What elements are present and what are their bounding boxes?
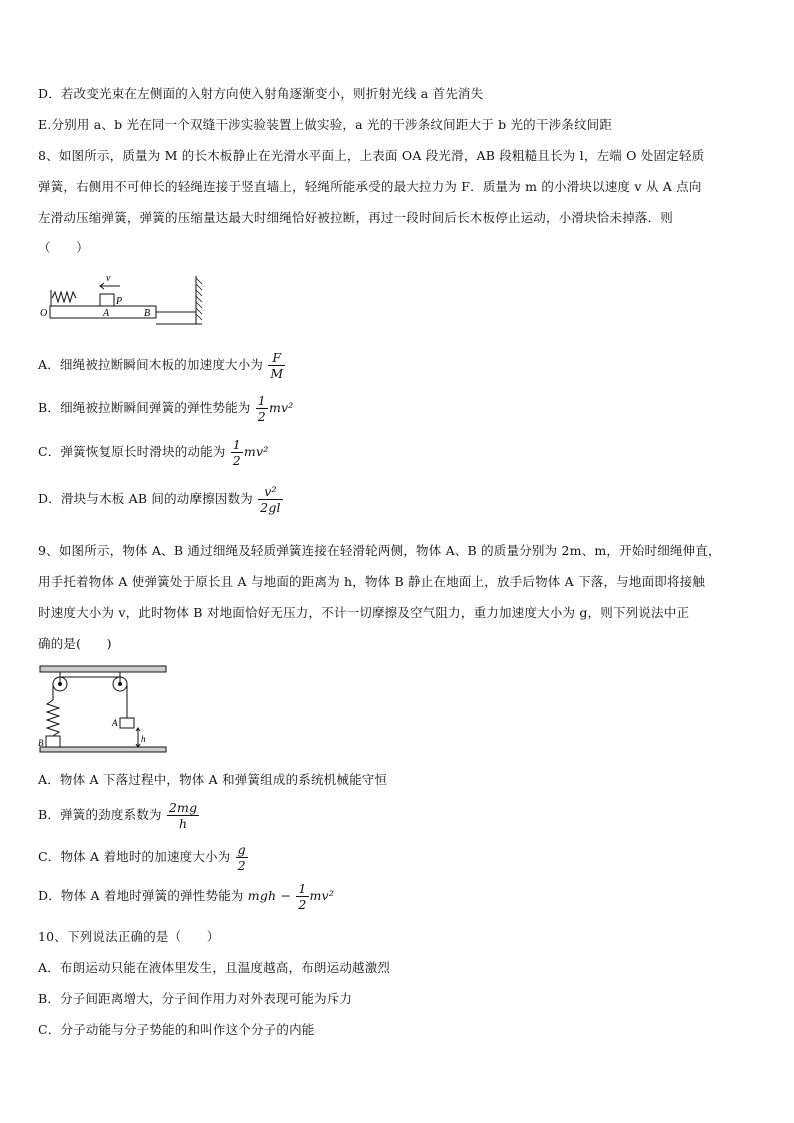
q10-option-a: A．布朗运动只能在液体里发生，且温度越高，布朗运动越激烈: [38, 960, 391, 975]
q9-b-fraction: $\frac{2mg}{h}$: [168, 800, 198, 831]
q9-ground: [40, 747, 166, 752]
q8-b-fraction: $\frac{1}{2}$: [257, 393, 266, 424]
q8-option-c: C．弹簧恢复原长时滑块的动能为 $\frac{1}{2}$ mv²: [38, 437, 269, 468]
q8-stem-line-3: 左滑动压缩弹簧，弹簧的压缩量达最大时细绳恰好被拉断，再过一段时间后长木板停止运动，小滑块恰未掉落．则: [38, 210, 674, 225]
q9-c-fraction: $\frac{g}{2}$: [237, 842, 246, 873]
q8-label-b: B: [144, 308, 151, 319]
q10-option-b: B．分子间距离增大，分子间作用力对外表现可能为斥力: [38, 991, 353, 1006]
q9-option-a: A．物体 A 下落过程中，物体 A 和弹簧组成的系统机械能守恒: [38, 772, 388, 787]
q9-d-fraction: $\frac{1}{2}$: [298, 881, 307, 912]
q9-label-h: h: [141, 734, 146, 744]
q8-answer-blank: （ ）: [38, 240, 89, 255]
q8-label-o: O: [40, 308, 48, 319]
q8-stem-line-2: 弹簧，右侧用不可伸长的轻绳连接于竖直墙上，轻绳所能承受的最大拉力为 F．质量为 m 的小滑块以速度 v 从 A 点向: [38, 179, 702, 194]
q9-option-b: B．弹簧的劲度系数为 $\frac{2mg}{h}$: [38, 800, 198, 831]
q9-option-c: C．物体 A 着地时的加速度大小为 $\frac{g}{2}$: [38, 842, 246, 873]
q8-label-a: A: [103, 308, 110, 319]
q7-option-e: E.分别用 a、b 光在同一个双缝干涉实验装置上做实验，a 光的干涉条纹间距大于 b 光的干涉条纹间距: [38, 117, 613, 132]
q8-option-b: B．细绳被拉断瞬间弹簧的弹性势能为 $\frac{1}{2}$ mv²: [38, 393, 294, 424]
q9-stem-line-1: 9、如图所示，物体 A、B 通过细绳及轻质弹簧连接在轻滑轮两侧，物体 A、B 的质量分别为 2m、m，开始时细绳伸直，: [38, 543, 721, 558]
q8-spring-icon: [52, 292, 76, 302]
q10-option-c: C．分子动能与分子势能的和叫作这个分子的内能: [38, 1022, 315, 1037]
q8-label-v: v: [106, 273, 111, 284]
q9-option-d: D．物体 A 着地时弹簧的弹性势能为 mgh − $\frac{1}{2}$ mv²: [38, 881, 335, 912]
q9-block-b: [46, 736, 60, 747]
q8-label-p: P: [116, 296, 123, 307]
q8-c-fraction: $\frac{1}{2}$: [232, 437, 241, 468]
q9-spring-icon: [47, 700, 59, 736]
q9-block-a: [120, 718, 134, 728]
q10-stem: 10、下列说法正确的是（ ）: [38, 929, 220, 944]
q9-label-a: A: [112, 718, 118, 728]
q9-stem-line-2: 用手托着物体 A 使弹簧处于原长且 A 与地面的距离为 h，物体 B 静止在地面上，放手后物体 A 下落，与地面即将接触: [38, 574, 706, 589]
q9-stem-line-4: 确的是( ): [38, 636, 112, 651]
q9-ceiling: [40, 666, 166, 672]
q8-d-fraction: $\frac{\text{v²}}{2gl}$: [260, 484, 281, 515]
q9-label-b: B: [38, 738, 44, 748]
q8-stem-line-1: 8、如图所示，质量为 M 的长木板静止在光滑水平面上，上表面 OA 段光滑，AB 段粗糙且长为 l，左端 O 处固定轻质: [38, 148, 705, 163]
q8-option-a: A．细绳被拉断瞬间木板的加速度大小为 $\frac{F}{M}$: [38, 350, 284, 381]
q7-option-d: D．若改变光束在左侧面的入射方向使入射角逐渐变小，则折射光线 a 首先消失: [38, 86, 484, 101]
q9-stem-line-3: 时速度大小为 v，此时物体 B 对地面恰好无压力，不计一切摩擦及空气阻力，重力加速度大小为 g，则下列说法中正: [38, 605, 690, 620]
q8-figure: [36, 268, 208, 328]
q9-figure: [36, 662, 170, 754]
q8-a-fraction: $\frac{F}{M}$: [270, 350, 284, 381]
q8-option-d: D．滑块与木板 AB 间的动摩擦因数为 $\frac{\text{v²}}{2gl}$: [38, 484, 281, 515]
q8-block-p: [100, 294, 114, 306]
